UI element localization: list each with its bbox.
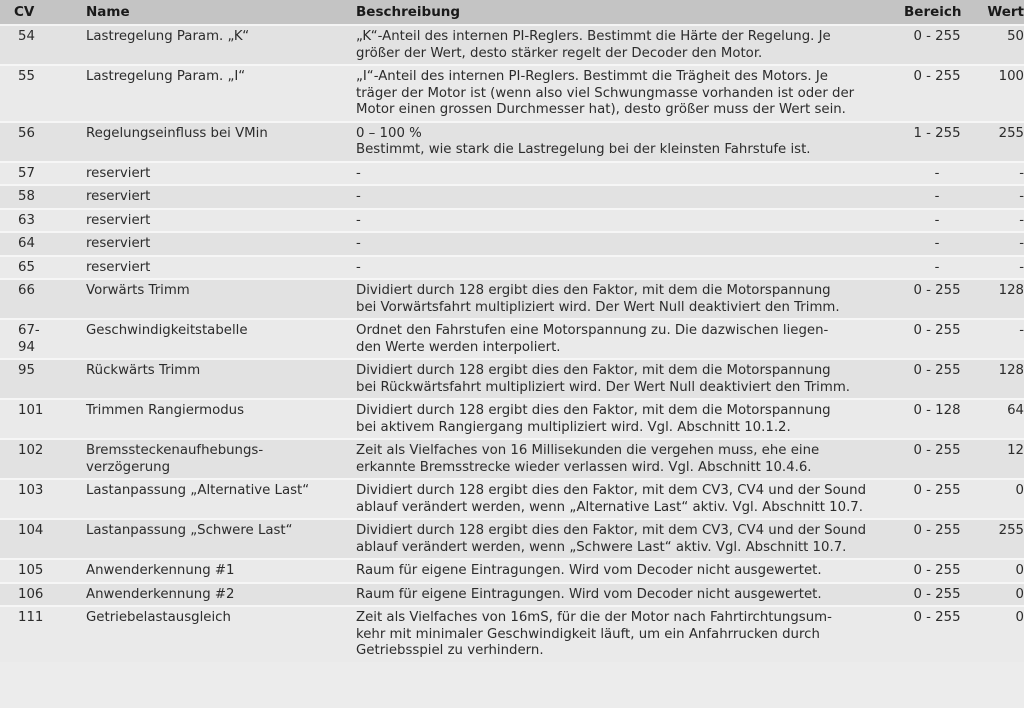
cv-cell: 111 (0, 606, 86, 662)
value-cell: - (970, 185, 1024, 209)
cv-cell: 95 (0, 359, 86, 399)
description-cell: „I“-Anteil des internen PI-Reglers. Bestimmt die Trägheit des Motors. Je träger der Motor ist (wenn also viel Schwungmasse vorhanden ist oder der Motor einen grossen Durchmesser hat), desto größer muss der Wert sein. (356, 65, 904, 122)
name-cell: Anwenderkennung #1 (86, 559, 356, 583)
name-cell: Lastanpassung „Schwere Last“ (86, 519, 356, 559)
cv-cell: 102 (0, 439, 86, 479)
value-cell: 0 (970, 559, 1024, 583)
name-cell: Lastregelung Param. „K“ (86, 25, 356, 65)
table-row (0, 162, 1024, 186)
table-body (0, 25, 1024, 662)
cv-cell: 101 (0, 399, 86, 439)
table-row (0, 439, 1024, 479)
name-cell: reserviert (86, 232, 356, 256)
description-cell: Zeit als Vielfaches von 16 Millisekunden die vergehen muss, ehe eine erkannte Bremsstrecke wieder verlassen wird. Vgl. Abschnitt 10.4.6. (356, 439, 904, 479)
header-cv: CV (0, 0, 86, 25)
description-cell: „K“-Anteil des internen PI-Reglers. Bestimmt die Härte der Regelung. Je größer der Wert, desto stärker regelt der Decoder den Motor. (356, 25, 904, 65)
table-row (0, 519, 1024, 559)
name-cell: Rückwärts Trimm (86, 359, 356, 399)
description-cell: Dividiert durch 128 ergibt dies den Faktor, mit dem die Motorspannung bei Vorwärtsfahrt multipliziert wird. Der Wert Null deaktiviert den Trimm. (356, 279, 904, 319)
name-cell: reserviert (86, 256, 356, 280)
cv-cell: 64 (0, 232, 86, 256)
range-cell: 0 - 255 (904, 25, 970, 65)
table-row (0, 559, 1024, 583)
range-cell: - (904, 232, 970, 256)
table-row (0, 399, 1024, 439)
value-cell: 12 (970, 439, 1024, 479)
header-description: Beschreibung (356, 0, 904, 25)
description-cell: Dividiert durch 128 ergibt dies den Faktor, mit dem CV3, CV4 und der Sound ablauf verändert werden, wenn „Alternative Last“ aktiv. Vgl. Abschnitt 10.7. (356, 479, 904, 519)
cv-cell: 104 (0, 519, 86, 559)
range-cell: 1 - 255 (904, 122, 970, 162)
value-cell: 50 (970, 25, 1024, 65)
description-cell: Raum für eigene Eintragungen. Wird vom Decoder nicht ausgewertet. (356, 559, 904, 583)
name-cell: Geschwindigkeitstabelle (86, 319, 356, 359)
name-cell: reserviert (86, 185, 356, 209)
table-row (0, 256, 1024, 280)
cv-cell: 58 (0, 185, 86, 209)
range-cell: 0 - 255 (904, 319, 970, 359)
table-row (0, 209, 1024, 233)
range-cell: - (904, 209, 970, 233)
description-cell: - (356, 209, 904, 233)
cv-cell: 105 (0, 559, 86, 583)
description-cell: - (356, 256, 904, 280)
value-cell: - (970, 232, 1024, 256)
cv-cell: 66 (0, 279, 86, 319)
range-cell: 0 - 255 (904, 519, 970, 559)
value-cell: - (970, 319, 1024, 359)
range-cell: 0 - 128 (904, 399, 970, 439)
description-cell: Zeit als Vielfaches von 16mS, für die der Motor nach Fahrtirchtungsum- kehr mit minimaler Geschwindigkeit läuft, um ein Anfahrrucken durch Getriebsspiel zu verhindern. (356, 606, 904, 662)
value-cell: 0 (970, 606, 1024, 662)
description-cell: Raum für eigene Eintragungen. Wird vom Decoder nicht ausgewertet. (356, 583, 904, 607)
range-cell: 0 - 255 (904, 583, 970, 607)
description-cell: - (356, 232, 904, 256)
cv-cell: 65 (0, 256, 86, 280)
cv-cell: 106 (0, 583, 86, 607)
cv-cell: 67- 94 (0, 319, 86, 359)
name-cell: Bremssteckenaufhebungs- verzögerung (86, 439, 356, 479)
name-cell: Vorwärts Trimm (86, 279, 356, 319)
name-cell: Anwenderkennung #2 (86, 583, 356, 607)
cv-cell: 55 (0, 65, 86, 122)
description-cell: - (356, 162, 904, 186)
table-row (0, 232, 1024, 256)
range-cell: 0 - 255 (904, 606, 970, 662)
description-cell: - (356, 185, 904, 209)
value-cell: 0 (970, 583, 1024, 607)
value-cell: 128 (970, 279, 1024, 319)
table-row (0, 65, 1024, 122)
name-cell: reserviert (86, 209, 356, 233)
value-cell: - (970, 162, 1024, 186)
cv-cell: 56 (0, 122, 86, 162)
value-cell: 128 (970, 359, 1024, 399)
value-cell: 255 (970, 122, 1024, 162)
range-cell: - (904, 162, 970, 186)
range-cell: 0 - 255 (904, 359, 970, 399)
table-row (0, 583, 1024, 607)
header-name: Name (86, 0, 356, 25)
range-cell: - (904, 256, 970, 280)
range-cell: - (904, 185, 970, 209)
range-cell: 0 - 255 (904, 559, 970, 583)
value-cell: - (970, 256, 1024, 280)
name-cell: Lastanpassung „Alternative Last“ (86, 479, 356, 519)
description-cell: Dividiert durch 128 ergibt dies den Faktor, mit dem CV3, CV4 und der Sound ablauf verändert werden, wenn „Schwere Last“ aktiv. Vgl. Abschnitt 10.7. (356, 519, 904, 559)
cv-cell: 54 (0, 25, 86, 65)
header-value: Wert (970, 0, 1024, 25)
table-row (0, 606, 1024, 662)
table-row (0, 185, 1024, 209)
table-row (0, 279, 1024, 319)
name-cell: reserviert (86, 162, 356, 186)
range-cell: 0 - 255 (904, 439, 970, 479)
range-cell: 0 - 255 (904, 65, 970, 122)
description-cell: Dividiert durch 128 ergibt dies den Faktor, mit dem die Motorspannung bei aktivem Rangiergang multipliziert wird. Vgl. Abschnitt 10.1.2. (356, 399, 904, 439)
value-cell: 100 (970, 65, 1024, 122)
table-row (0, 25, 1024, 65)
value-cell: - (970, 209, 1024, 233)
description-cell: 0 – 100 % Bestimmt, wie stark die Lastregelung bei der kleinsten Fahrstufe ist. (356, 122, 904, 162)
cv-cell: 103 (0, 479, 86, 519)
name-cell: Regelungseinfluss bei VMin (86, 122, 356, 162)
range-cell: 0 - 255 (904, 279, 970, 319)
range-cell: 0 - 255 (904, 479, 970, 519)
name-cell: Trimmen Rangiermodus (86, 399, 356, 439)
name-cell: Getriebelastausgleich (86, 606, 356, 662)
value-cell: 0 (970, 479, 1024, 519)
description-cell: Ordnet den Fahrstufen eine Motorspannung zu. Die dazwischen liegen- den Werte werden interpoliert. (356, 319, 904, 359)
cv-cell: 63 (0, 209, 86, 233)
table-row (0, 122, 1024, 162)
value-cell: 255 (970, 519, 1024, 559)
description-cell: Dividiert durch 128 ergibt dies den Faktor, mit dem die Motorspannung bei Rückwärtsfahrt multipliziert wird. Der Wert Null deaktiviert den Trimm. (356, 359, 904, 399)
name-cell: Lastregelung Param. „I“ (86, 65, 356, 122)
header-range: Bereich (904, 0, 970, 25)
cv-cell: 57 (0, 162, 86, 186)
table-row (0, 479, 1024, 519)
value-cell: 64 (970, 399, 1024, 439)
table-header-row (0, 0, 1024, 25)
table-row (0, 359, 1024, 399)
table-row (0, 319, 1024, 359)
